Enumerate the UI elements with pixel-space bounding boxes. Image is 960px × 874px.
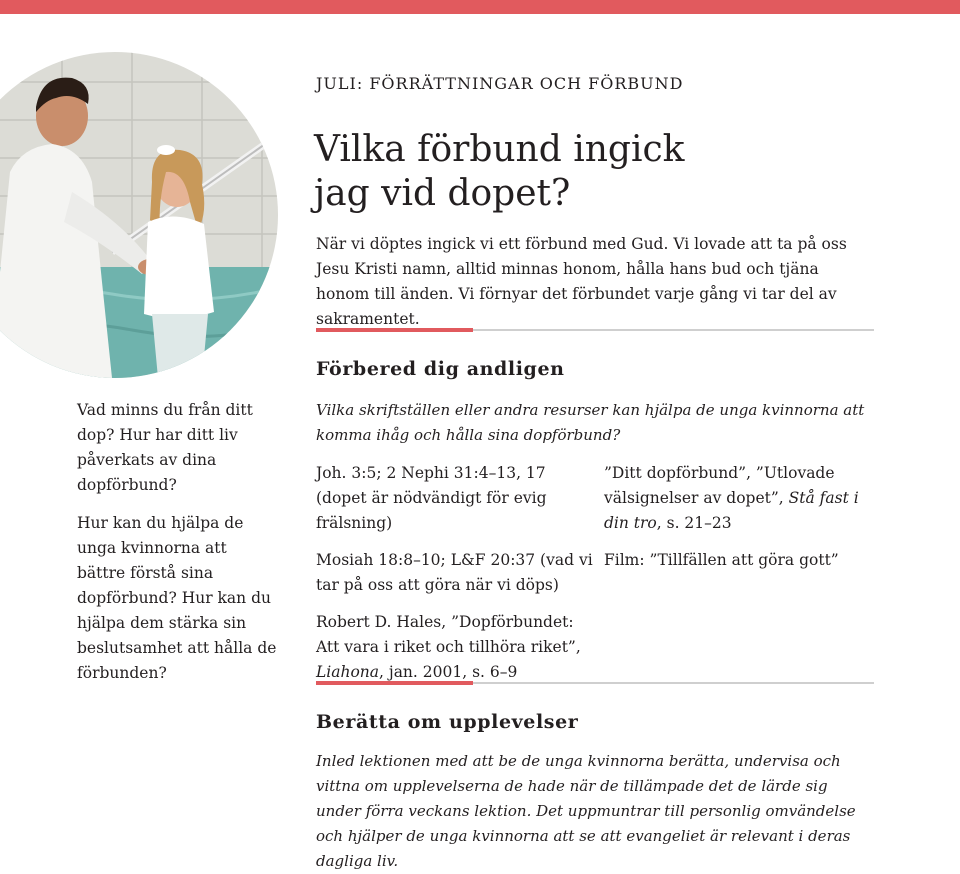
section-eyebrow: JULI: FÖRRÄTTNINGAR OCH FÖRBUND <box>316 74 684 93</box>
sidebar-question-1: Vad minns du från ditt dop? Hur har ditt liv påverkats av dina dopförbund? <box>77 401 253 494</box>
share-paragraph: Inled lektionen med att be de unga kvinnorna berätta, undervisa och vittna om upplevelserna de hade när de tillämpade det de lärde sig under förra veckans lektion. Det uppmuntrar till personlig omvändelse och hjälper de unga kvinnorna att se att evangeliet är relevant i deras dagliga liv. <box>316 752 856 870</box>
resource-publication: Liahona <box>316 663 380 681</box>
resource-text: Robert D. Hales, ”Dopförbundet: Att vara i riket och tillhöra riket”, <box>316 613 581 656</box>
resource-film: Film: ”Tillfällen att göra gott” <box>604 551 839 569</box>
sidebar-question-2: Hur kan du hjälpa de unga kvinnorna att bättre förstå sina dopförbund? Hur kan du hjälpa dem stärka sin beslutsamhet att hålla de förbunden? <box>77 514 277 682</box>
baptism-photo <box>0 52 278 378</box>
resources-column-1 <box>316 461 596 697</box>
resource-text: ”Ditt dopförbund”, ”Utlovade välsignelser av dopet”, <box>604 464 835 507</box>
section-divider-2 <box>316 682 874 684</box>
page-title <box>314 128 874 216</box>
resource-item: Joh. 3:5; 2 Nephi 31:4–13, 17 (dopet är nödvändigt för evig frälsning) <box>316 464 547 532</box>
sidebar-questions <box>77 398 277 699</box>
resource-publication: Stå fast i din tro <box>604 489 859 532</box>
resource-item-hales <box>316 610 596 685</box>
resource-item <box>604 461 874 536</box>
page-title-line-2: jag vid dopet? <box>314 173 571 214</box>
top-accent-bar <box>0 0 960 14</box>
section-heading-share: Berätta om upplevelser <box>316 711 579 733</box>
resource-item: Mosiah 18:8–10; L&F 20:37 (vad vi tar på oss att göra när vi döps) <box>316 551 593 594</box>
section-heading-prepare: Förbered dig andligen <box>316 358 565 380</box>
intro-paragraph: När vi döptes ingick vi ett förbund med Gud. Vi lovade att ta på oss Jesu Kristi namn, alltid minnas honom, hålla hans bud och tjäna honom till änden. Vi förnyar det förbundet varje gång vi tar del av sakramentet. <box>316 235 847 328</box>
page-title-line-1: Vilka förbund ingick <box>314 129 685 170</box>
resources-column-2 <box>604 461 874 585</box>
section-divider-1 <box>316 329 874 331</box>
baptism-illustration <box>0 52 278 378</box>
resource-text: , s. 21–23 <box>656 514 732 532</box>
resource-text: , jan. 2001, s. 6–9 <box>379 663 518 681</box>
prepare-lead: Vilka skriftställen eller andra resurser kan hjälpa de unga kvinnorna att komma ihåg och hålla sina dopförbund? <box>316 401 865 444</box>
